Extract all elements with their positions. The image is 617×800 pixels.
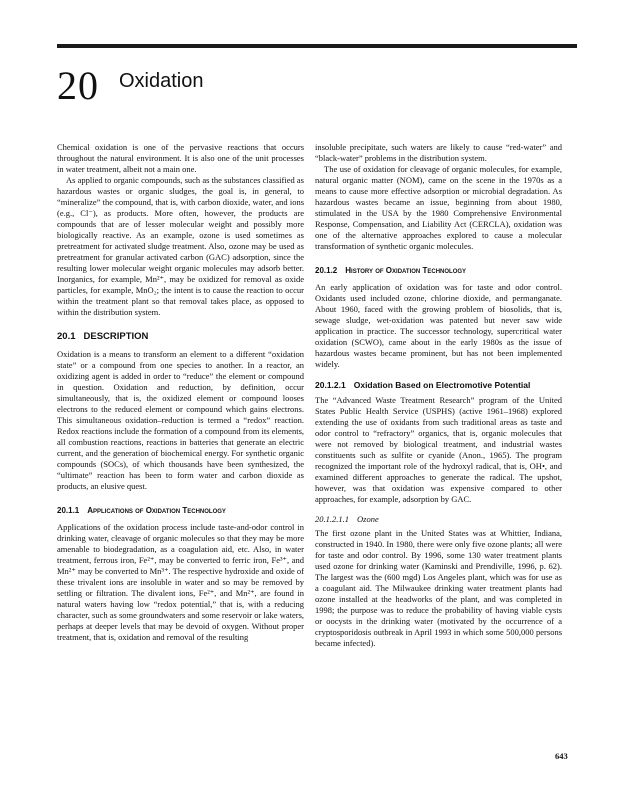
section-title: Oxidation Based on Electromotive Potential [353, 380, 531, 390]
intro-paragraph-1: Chemical oxidation is one of the pervasive reactions that occurs throughout the natural environment. It is also one of the unit processes in water treatment, albeit not a main one. [57, 142, 304, 174]
section-heading-20-1-1 [57, 505, 304, 516]
section-title: Applications of Oxidation Technology [87, 506, 226, 515]
section-heading-20-1-2-1-1 [315, 514, 562, 525]
section-number: 20.1.2 [315, 266, 338, 275]
intro-paragraph-2: As applied to organic compounds, such as the substances classified as hazardous wastes or organic sludges, the goal is, in general, to “mineralize” the compound, that is, with carbon dioxide, water, and ions (e.g., Cl⁻), as products. More often, however, the products are compounds that are of lesser molecular weight and possibly more biologically reactive. As an example, ozone is used sometimes as pretreatment for activated sludge treatment. Also, ozone may be used as pretreatment for granular activated carbon (GAC) adsorption, since the resulting lower molecular weight organic molecules may adsorb better. Inorganics, for example, Mn²⁺, may be oxidized for removal as oxide particles, for example, MnO₂; the intent is to cause the reaction to occur within the treatment plant so that removal takes place, as opposed to within the distribution system. [57, 175, 304, 317]
ozone-paragraph: The first ozone plant in the United States was at Whittier, Indiana, constructed in 1940. In 1980, there were only five ozone plants; all were for taste and odor control. By 1996, some 130 water treatment plants used ozone for drinking water (Kaminski and Prendiville, 1996, p. 62). The largest was the (600 mgd) Los Angeles plant, which was for use as a coagulant aid. The Milwaukee drinking water treatment plants had ozone installed at the headworks of the plant, and was completed in 1998; the purpose was to reduce the probability of having viable cysts or oocysts in the drinking water (motivated by the occurrence of a cryptosporidosis outbreak in April 1993 in which some 500,000 persons became infected). [315, 528, 562, 648]
cleavage-paragraph: The use of oxidation for cleavage of organic molecules, for example, natural organic matter (NOM), came on the scene in the 1970s as a means to cause more effective adsorption or microbial degradation. As hazardous wastes became an issue, beginning from about 1980, stimulated in the USA by the 1980 Comprehensive Environmental Response, Compensation, and Liability Act (CERCLA), oxidation was one of the alternative approaches explored to cause a molecular transformation of synthetic organic molecules. [315, 164, 562, 251]
description-paragraph: Oxidation is a means to transform an element to a different “oxidation state” or a compound from one species to another. In a reactor, an oxidizing agent is added in order to “reduce” the element or compound in question. Oxidation and reduction, by definition, occur simultaneously, that is, the oxidized element or compound looses electrons to the reduced element or compound which gains electrons. This simultaneous oxidation–reduction is termed a “redox” reaction. Redox reactions include the formation of a compound from its elements, all combustion reactions, reactions in batteries that generate an electric current, and the generation of biochemical energy. For synthetic organic compounds (SOCs), of which thousands have been synthesized, the “ultimate” reaction has been to form water and carbon dioxide as products, an elusive quest. [57, 349, 304, 491]
section-title: DESCRIPTION [83, 331, 149, 342]
chapter-number: 20 [57, 63, 99, 108]
section-number: 20.1.2.1 [315, 380, 346, 390]
section-number: 20.1.2.1.1 [315, 514, 349, 524]
page-number: 643 [555, 751, 568, 761]
section-heading-20-1-2-1 [315, 380, 562, 391]
section-number: 20.1.1 [57, 506, 80, 515]
history-paragraph: An early application of oxidation was for taste and odor control. Oxidants used included ozone, chlorine dioxide, and permanganate. About 1960, faced with the growing problem of biosolids, that is, sewage sludge, wet-oxidation was patented but never saw wide application in practice. The successor technology, supercritical water oxidation (SCWO), came about in the early 1980s as the issue of hazardous wastes became prominent, but has not been implemented widely. [315, 282, 562, 369]
electromotive-paragraph: The “Advanced Waste Treatment Research” program of the United States Public Health Service (USPHS) (active 1961–1968) explored extending the use of oxidants from such traditional areas as taste and odor control to “refractory” organics, that is, organic molecules that were not removed by biological treatment, and industrial wastes constituents such as sulfite or cyanide (Anon., 1965). The program recognized the important role of the hydroxyl radical, that is, OH•, and examined different approaches to generate the radical. The upshot, however, was that oxidation was expensive compared to other approaches, for example, adsorption by GAC. [315, 395, 562, 504]
section-title: History of Oxidation Technology [345, 266, 467, 275]
section-heading-20-1 [57, 331, 304, 343]
section-number: 20.1 [57, 331, 76, 342]
continuation-paragraph: insoluble precipitate, such waters are likely to cause “red-water” and “black-water” problems in the distribution system. [315, 142, 562, 163]
section-heading-20-1-2 [315, 265, 562, 276]
section-title: Ozone [357, 514, 379, 524]
chapter-top-rule [57, 44, 577, 48]
chapter-title: Oxidation [119, 70, 204, 92]
left-column [57, 142, 304, 643]
applications-paragraph: Applications of the oxidation process include taste-and-odor control in drinking water, cleavage of organic molecules so that they may be more amenable to biodegradation, as a coagulation aid, etc. Also, in water treatment, ferrous iron, Fe²⁺, may be converted to ferric iron, Fe³⁺, and Mn²⁺ may be converted to Mn³⁺. The respective hydroxide and oxide of these trivalent ions are insoluble in water and so may be removed by settling or filtration. The divalent ions, Fe²⁺, and Mn²⁺, are found in natural waters having low “redox potential,” that is, with a reducing character, such as some groundwaters and some reservoir or lake waters, perhaps at deeper levels that may be devoid of oxygen. Without proper treatment, that is, oxidation and removal of the resulting [57, 522, 305, 642]
right-column [315, 142, 562, 649]
